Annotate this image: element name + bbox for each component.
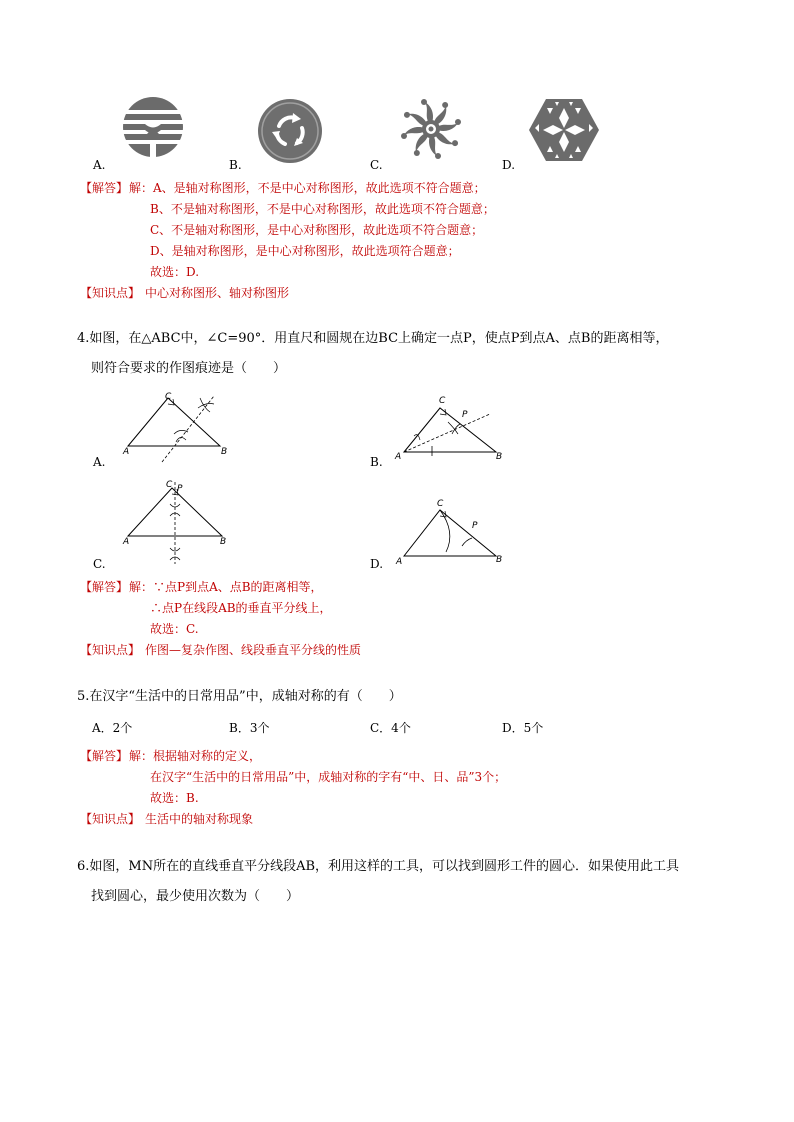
- q3-option-d-label: D.: [502, 158, 516, 172]
- figure-d-hexagon-pattern: [529, 98, 599, 162]
- answer-tag: 【解答】: [80, 580, 129, 594]
- q4-option-b-label: B.: [370, 455, 383, 469]
- point-label-a: A: [123, 447, 130, 457]
- answer-line: B、不是轴对称图形，不是中心对称图形，故此选项不符合题意；: [150, 202, 495, 216]
- point-label-c: C: [437, 499, 444, 509]
- knowledge-text: 中心对称图形、轴对称图形: [145, 286, 290, 300]
- answer-line: D、是轴对称图形，是中心对称图形，故此选项符合题意；: [150, 244, 460, 258]
- q4-option-d-label: D.: [370, 557, 384, 571]
- answer-line: ∴点P在线段AB的垂直平分线上，: [150, 601, 332, 615]
- answer-line: 解：A、是轴对称图形，不是中心对称图形，故此选项不符合题意；: [129, 181, 486, 195]
- answer-tag: 【解答】: [80, 181, 129, 195]
- point-label-b: B: [221, 447, 228, 457]
- q5-stem: 5.在汉字“生活中的日常用品”中，成轴对称的有（ ）: [77, 689, 402, 704]
- q6-stem-line1: 6.如图，MN所在的直线垂直平分线段AB，利用这样的工具，可以找到圆形工件的圆心．如果使用此工具: [77, 859, 680, 874]
- knowledge-tag: 【知识点】: [80, 286, 141, 300]
- figure-a-sliced-disk: [123, 97, 183, 157]
- answer-tag: 【解答】: [80, 749, 129, 763]
- answer-line: 解：∵点P到点A、点B的距离相等，: [129, 580, 323, 594]
- knowledge-tag: 【知识点】: [80, 812, 141, 826]
- point-label-p: P: [462, 410, 468, 420]
- answer-line: 故选：B.: [150, 791, 199, 805]
- answer-line: C、不是轴对称图形，是中心对称图形，故此选项不符合题意；: [150, 223, 484, 237]
- point-label-c: C: [439, 396, 446, 406]
- point-label-p: P: [177, 484, 183, 494]
- point-label-a: A: [396, 557, 403, 567]
- knowledge-tag: 【知识点】: [80, 643, 141, 657]
- q3-option-b-label: B.: [229, 158, 242, 172]
- knowledge-text: 作图—复杂作图、线段垂直平分线的性质: [145, 643, 362, 657]
- q4-figure-a: [118, 388, 238, 468]
- q4-stem-line1: 4.如图，在△ABC中，∠C=90°．用直尺和圆规在边BC上确定一点P，使点P到点A、点B的距离相等，: [77, 331, 669, 346]
- point-label-a: A: [123, 537, 130, 547]
- answer-line: 故选：D.: [150, 265, 200, 279]
- q6-stem-line2: 找到圆心，最少使用次数为（ ）: [91, 889, 300, 904]
- point-label-b: B: [220, 537, 227, 547]
- q5-option-a: A．2个: [92, 721, 133, 735]
- point-label-a: A: [395, 452, 402, 462]
- q3-option-a-label: A.: [93, 158, 106, 172]
- q5-option-b: B．3个: [229, 721, 270, 735]
- q5-option-c: C．4个: [370, 721, 411, 735]
- q4-stem-line2: 则符合要求的作图痕迹是（ ）: [91, 361, 287, 376]
- knowledge-text: 生活中的轴对称现象: [145, 812, 254, 826]
- answer-line: 解：根据轴对称的定义，: [129, 749, 262, 763]
- figure-b-recycle-disk: [257, 98, 323, 164]
- q5-option-d: D．5个: [502, 721, 544, 735]
- point-label-b: B: [496, 452, 503, 462]
- point-label-c: C: [166, 480, 173, 490]
- answer-line: 故选：C.: [150, 622, 199, 636]
- point-label-c: C: [165, 392, 172, 402]
- point-label-b: B: [496, 555, 503, 565]
- q3-option-c-label: C.: [370, 158, 383, 172]
- figure-c-pinwheel-flower: [398, 98, 464, 160]
- point-label-p: P: [472, 521, 478, 531]
- q4-option-c-label: C.: [93, 557, 106, 571]
- q4-option-a-label: A.: [93, 455, 106, 469]
- answer-line: 在汉字“生活中的日常用品”中，成轴对称的字有“中、日、品”3个；: [150, 770, 507, 784]
